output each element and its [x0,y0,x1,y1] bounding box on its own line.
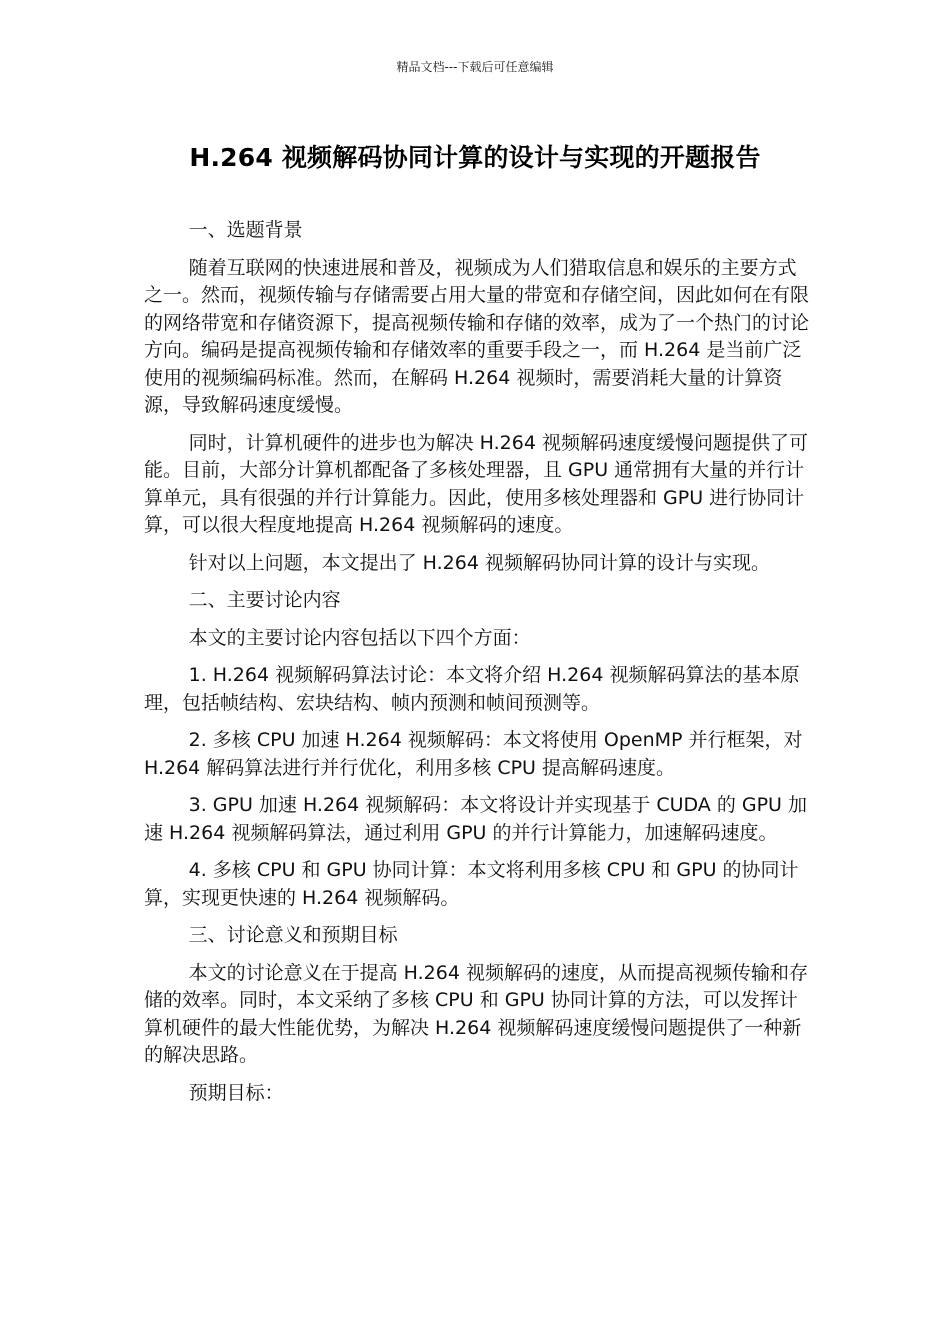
section-heading-significance: 三、讨论意义和预期目标 [188,924,398,946]
paragraph: 针对以上问题，本文提出了 H.264 视频解码协同计算的设计与实现。 [188,551,770,574]
list-item: 1. H.264 视频解码算法讨论：本文将介绍 H.264 视频解码算法的基本原理，包括帧结构、宏块结构、帧内预测和帧间预测等。 [144,664,800,714]
list-item: 4. 多核 CPU 和 GPU 协同计算：本文将利用多核 CPU 和 GPU 的协同计算，实现更快速的 H.264 视频解码。 [144,859,799,909]
document-title: H.264 视频解码协同计算的设计与实现的开题报告 [189,143,761,172]
paragraph: 预期目标： [188,1081,284,1104]
paragraph: 本文的讨论意义在于提高 H.264 视频解码的速度，从而提高视频传输和存储的效率。同时，本文采纳了多核 CPU 和 GPU 协同计算的方法，可以发挥计算机硬件的最大性能优势，为解决 H.264 视频解码速度缓慢问题提供了一种新的解决思路。 [144,961,808,1066]
list-item: 3. GPU 加速 H.264 视频解码：本文将设计并实现基于 CUDA 的 GPU 加速 H.264 视频解码算法，通过利用 GPU 的并行计算能力，加速解码速度。 [144,794,807,844]
paragraph: 同时，计算机硬件的进步也为解决 H.264 视频解码速度缓慢问题提供了可能。目前，大部分计算机都配备了多核处理器，且 GPU 通常拥有大量的并行计算单元，具有很强的并行计算能力。因此，使用多核处理器和 GPU 进行协同计算，可以很大程度地提高 H.264 视频解码的速度。 [144,431,808,536]
document-body [144,217,812,1117]
paragraph: 随着互联网的快速进展和普及，视频成为人们猎取信息和娱乐的主要方式之一。然而，视频传输与存储需要占用大量的带宽和存储空间，因此如何在有限的网络带宽和存储资源下，提高视频传输和存储的效率，成为了一个热门的讨论方向。编码是提高视频传输和存储效率的重要手段之一，而 H.264 是当前广泛使用的视频编码标准。然而，在解码 H.264 视频时，需要消耗大量的计算资源，导致解码速度缓慢。 [144,256,810,416]
list-item: 2. 多核 CPU 加速 H.264 视频解码：本文将使用 OpenMP 并行框架，对 H.264 解码算法进行并行优化，利用多核 CPU 提高解码速度。 [144,729,803,779]
paragraph: 本文的主要讨论内容包括以下四个方面： [188,626,531,649]
section-heading-content: 二、主要讨论内容 [188,589,341,611]
section-heading-background: 一、选题背景 [188,219,303,241]
page-header: 精品文档---下载后可任意编辑 [396,60,554,74]
